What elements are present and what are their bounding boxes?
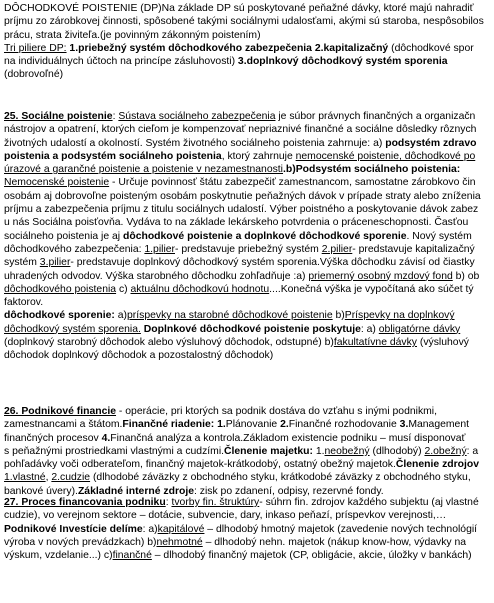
text-line: výroba v nových prevádzkach) b)nehmotné – dlhodobý nehn. majetok (nákup know-how, výdavky na bbox=[4, 536, 467, 548]
text-line: poistenia a podsystém sociálneho poistenia, ktorý zahrnuje nemocenské poistenie, dôchodkové po bbox=[4, 150, 476, 162]
text-line: dôchodkového poistenia c) aktuálnu dôchodkovú hodnotu....Konečná výška je vypočítaná ako súčet tý bbox=[4, 283, 474, 295]
text-line: dôchodok doplnkový dôchodok a pozostalostný dôchodok) bbox=[4, 350, 274, 362]
text-line: dôchodkový systém sporenia. Doplnkové dôchodkové poistenie poskytuje: a) obligatórne dávky bbox=[4, 323, 461, 335]
text-line: Tri piliere DP: 1.priebežný systém dôchodkového zabezpečenia 2.kapitalizačný (dôchodkové spor bbox=[4, 42, 474, 54]
text-line: faktorov. bbox=[4, 297, 44, 309]
text-line: nástrojov a opatrení, ktorých cieľom je kompenzovať nepriaznivé finančné a sociálne dôsledky rôznych bbox=[4, 124, 477, 136]
text-line: na individuálnych účtoch na princípe zásluhovosti) 3.doplnkový dôchodkový systém sporenia bbox=[4, 56, 448, 68]
section-dochodkove-poistenie bbox=[4, 2, 494, 82]
section-heading: 26. Podnikové financie bbox=[4, 406, 117, 417]
text-line: (doplnkový starobný dôchodok alebo výsluhový dôchodok, odstupné) b)fakultatívne dávky (výsluhový bbox=[4, 337, 469, 349]
text-line: výskum, vzdelanie...) c)finančné – dlhodobý finančný majetok (CP, obligácie, akcie, úložky v bankách) bbox=[4, 550, 472, 562]
text-line: 1.vlastné, 2.cudzie (dlhodobé záväzky z obchodného styku, krátkodobé záväzky z obchodného styku, bbox=[4, 472, 471, 484]
text-line: osobám aj dobrovoľne poisteným osobám poskytnutie peňažných dávok v prípade straty alebo zníženia bbox=[4, 190, 481, 202]
text-line: 27. Proces financovania podniku: tvorby fin. štruktúry- súhrn fin. zdrojov každého subjektu (aj vlastné bbox=[4, 497, 479, 508]
section-podnikove-financie bbox=[4, 405, 494, 498]
text-line: pohľadávky voči odberateľom, finančný majetok-krátkodobý, ostatný obežný majetok.Členenie zdrojov bbox=[4, 459, 480, 471]
section-proces-financovania bbox=[4, 496, 494, 562]
text-line: príjmu zo zárobkovej činnosti, spôsobené takými sociálnymi udalosťami, akými sú staroba, nespôsobilos bbox=[4, 16, 484, 28]
section-heading: 25. Sociálne poistenie bbox=[4, 111, 113, 122]
text-line: príjmu a zabezpečenia príjmu z titulu sociálnych udalostí. Výber poistného a poskytovanie dávok zabez bbox=[4, 204, 479, 216]
text-line: úrazové a garančné poistenie a poistenie v nezamestnanosti.b)Podsystém sociálneho poistenia: bbox=[4, 164, 461, 176]
text-line: u nás Sociálna poisťovňa. Vydáva to na základe lekárskeho potvrdenia o práceneschopnosti. Časťou bbox=[4, 217, 469, 229]
text-line: systém 3.pilier- predstavuje doplnkový dôchodkový systém sporenia.Výška dôchodku závisí od čiastky bbox=[4, 257, 475, 269]
text-line: prácu, strata živiteľa.(je povinným zákonným poistením) bbox=[4, 29, 261, 41]
section-socialne-poistenie bbox=[4, 110, 494, 363]
text-line: 25. Sociálne poistenie: Sústava sociálneho zabezpečenia je súbor právnych finančných a organizačn bbox=[4, 111, 476, 122]
text-line: Nemocenské poistenie - Určuje povinnosť štátu zabezpečiť zamestnancom, samostatne zárobkovo čin bbox=[4, 177, 476, 189]
text-line: zamestnancami a štátom.Finančné riadenie: 1.Plánovanie 2.Finančné rozhodovanie 3.Management bbox=[4, 419, 469, 431]
text-line: dôchodkové sporenie: a)príspevky na starobné dôchodkové poistenie b)Príspevky na doplnkový bbox=[4, 310, 455, 322]
text-line: s peňažnými prostriedkami vlastnými a cudzími.Členenie majetku: 1.neobežný (dlhodobý) 2.obežný: a bbox=[4, 445, 479, 457]
section-heading: 27. Proces financovania podniku bbox=[4, 497, 166, 508]
text-line: sociálneho poistenia je aj dôchodkové poistenie a doplnkové dôchodkové sporenie. Nový systém bbox=[4, 230, 472, 242]
text-line: (dobrovoľné) bbox=[4, 69, 64, 81]
text-line: životných udalostí a okolností. Systém životného sociálneho poistenia zahrnuje: a) podsystém zdravo bbox=[4, 137, 477, 149]
text-line: Podnikové Investície delíme: a)kapitálové – dlhodobý hmotný majetok (zavedenie nových technológií bbox=[4, 523, 478, 535]
text-line: bankové úvery).Základné interné zdroje: zisk po zdanení, odpisy, rezervné fondy. bbox=[4, 485, 384, 497]
section-heading: DÔCHODKOVÉ POISTENIE (DP) bbox=[4, 3, 162, 14]
text-line: cudzie), vo verejnom sektore – dotácie, subvencie, dary, inkaso peňazí, príspevkov verejnosti,… bbox=[4, 510, 447, 522]
text-line: dôchodkového zabezpečenia: 1.pilier- predstavuje priebežný systém 2.pilier- predstavuje kapitalizačný bbox=[4, 243, 475, 255]
text-line: 26. Podnikové financie - operácie, pri ktorých sa podnik dostáva do vzťahu s inými podnikmi, bbox=[4, 406, 437, 417]
text-line: DÔCHODKOVÉ POISTENIE (DP)Na základe DP sú poskytované peňažné dávky, ktoré majú nahradiť bbox=[4, 3, 474, 14]
text-line: uhradených odvodov. Výška starobného dôchodku zohľadňuje :a) priemerný osobný mzdový fond b) ob bbox=[4, 270, 480, 282]
text-line: finančných procesov 4.Finančná analýza a kontrola.Základom existencie podniku – musí disponovať bbox=[4, 432, 466, 444]
